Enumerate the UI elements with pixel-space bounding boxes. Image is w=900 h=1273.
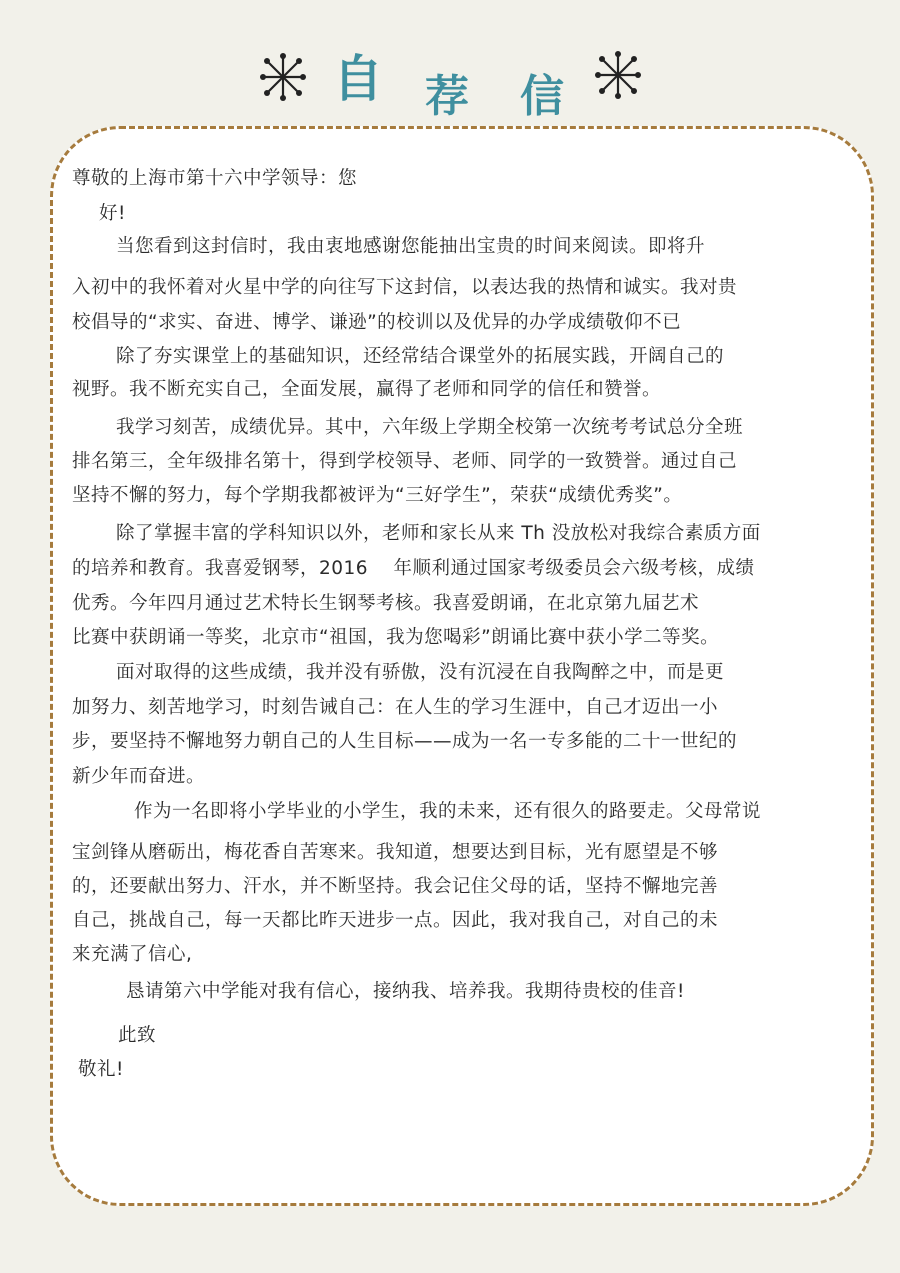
letter-line: 新少年而奋进。 bbox=[72, 766, 206, 787]
letter-line: 面对取得的这些成绩，我并没有骄傲，没有沉浸在自我陶醉之中，而是更 bbox=[116, 662, 725, 683]
letter-line: 的，还要献出努力、汗水，并不断坚持。我会记住父母的话，坚持不懈地完善 bbox=[72, 876, 719, 897]
letter-line: 我学习刻苦，成绩优异。其中，六年级上学期全校第一次统考考试总分全班 bbox=[116, 417, 744, 438]
letter-line: 宝剑锋从磨砺出，梅花香自苦寒来。我知道，想要达到目标，光有愿望是不够 bbox=[72, 842, 719, 863]
letter-line: 自己，挑战自己，每一天都比昨天进步一点。因此，我对我自己，对自己的未 bbox=[72, 910, 719, 931]
letter-line: 坚持不懈的努力，每个学期我都被评为“三好学生”，荣获“成绩优秀奖”。 bbox=[72, 485, 683, 506]
letter-line: 除了掌握丰富的学科知识以外，老师和家长从来 Th 没放松对我综合素质方面 bbox=[116, 523, 761, 544]
letter-line: 来充满了信心, bbox=[72, 944, 193, 965]
salutation-line: 尊敬的上海市第十六中学领导：您 bbox=[72, 168, 358, 189]
letter-line: 加努力、刻苦地学习，时刻告诫自己：在人生的学习生涯中，自己才迈出一小 bbox=[72, 697, 719, 718]
closing-salute: 敬礼! bbox=[78, 1059, 124, 1080]
letter-line: 优秀。今年四月通过艺术特长生钢琴考核。我喜爱朗诵，在北京第九届艺术 bbox=[72, 593, 700, 614]
letter-line: 恳请第六中学能对我有信心，接纳我、培养我。我期待贵校的佳音! bbox=[126, 981, 685, 1002]
title-char-3: 信 bbox=[520, 71, 564, 122]
letter-line: 比赛中获朗诵一等奖，北京市“祖国，我为您喝彩”朗诵比赛中获小学二等奖。 bbox=[72, 627, 720, 648]
letter-line: 除了夯实课堂上的基础知识，还经常结合课堂外的拓展实践，开阔自己的 bbox=[116, 346, 725, 367]
letter-line: 的培养和教育。我喜爱钢琴，2016 年顺利通过国家考级委员会六级考核，成绩 bbox=[72, 558, 755, 579]
letter-line: 入初中的我怀着对火星中学的向往写下这封信，以表达我的热情和诚实。我对贵 bbox=[72, 277, 738, 298]
title-char-2: 荐 bbox=[425, 71, 469, 122]
title-char-1: 自 bbox=[333, 50, 383, 108]
letter-line: 步，要坚持不懈地努力朝自己的人生目标——成为一名一专多能的二十一世纪的 bbox=[72, 731, 738, 752]
letter-line: 作为一名即将小学毕业的小学生，我的未来，还有很久的路要走。父母常说 bbox=[134, 801, 762, 822]
greeting-line: 好! bbox=[99, 203, 126, 224]
letter-line: 校倡导的“求实、奋进、博学、谦逊”的校训以及优异的办学成绩敬仰不已 bbox=[72, 312, 682, 333]
letter-line: 视野。我不断充实自己，全面发展，赢得了老师和同学的信任和赞誉。 bbox=[72, 379, 662, 400]
closing-line: 此致 bbox=[118, 1025, 157, 1046]
letter-line: 排名第三，全年级排名第十，得到学校领导、老师、同学的一致赞誉。通过自己 bbox=[72, 451, 738, 472]
letter-line: 当您看到这封信时，我由衷地感谢您能抽出宝贵的时间来阅读。即将升 bbox=[116, 236, 706, 257]
